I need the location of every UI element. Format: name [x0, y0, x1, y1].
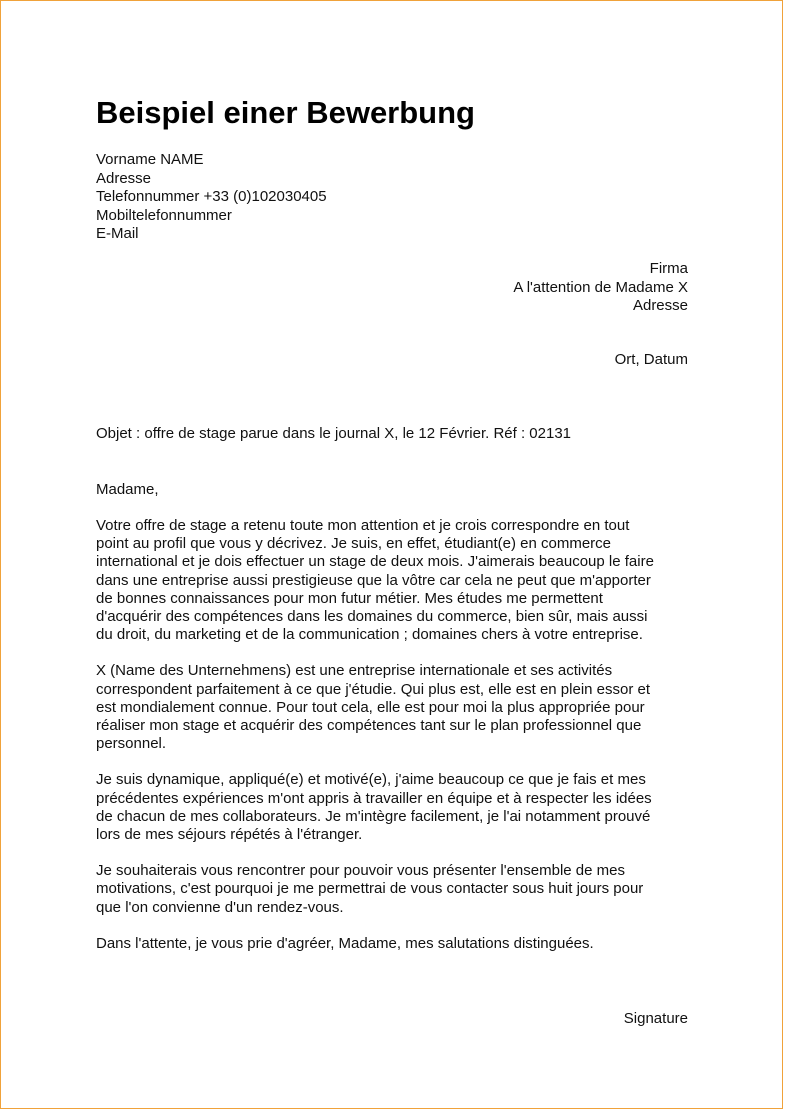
sender-block [96, 151, 327, 244]
text-line: de chacun de mes collaborateurs. Je m'intègre facilement, je l'ai notamment prouvé [96, 807, 651, 825]
letter-body [96, 517, 696, 971]
recipient-address: Adresse [632, 297, 688, 314]
sender-email: E-Mail [96, 225, 139, 242]
subject-line: Objet : offre de stage parue dans le journal X, le 12 Février. Réf : 02131 [96, 425, 572, 442]
text-line: point au profil que vous y décrivez. Je suis, en effet, étudiant(e) en commerce [96, 535, 611, 553]
place-date: Ort, Datum [614, 351, 688, 368]
text-line: Je suis dynamique, appliqué(e) et motivé(e), j'aime beaucoup ce que je fais et mes [96, 771, 646, 789]
text-line: personnel. [96, 735, 167, 753]
text-line: du droit, du marketing et de la communication ; domaines chers à votre entreprise. [96, 626, 643, 644]
paragraph-3 [96, 771, 696, 844]
closing-paragraph [96, 935, 696, 953]
text-line: dans une entreprise aussi prestigieuse que la vôtre car cela ne peut que m'apporter [96, 571, 651, 589]
text-line: Votre offre de stage a retenu toute mon attention et je crois correspondre en tout [96, 517, 630, 534]
recipient-attention: A l'attention de Madame X [513, 278, 688, 296]
text-line: que l'on convienne d'un rendez-vous. [96, 898, 344, 916]
recipient-block [513, 260, 688, 316]
text-line: précédentes expériences m'ont appris à travailler en équipe et à respecter les idées [96, 789, 652, 807]
text-line: Dans l'attente, je vous prie d'agréer, Madame, mes salutations distinguées. [96, 934, 594, 952]
text-line: d'acquérir des compétences dans les domaines du commerce, bien sûr, mais aussi [96, 608, 648, 626]
document-title: Beispiel einer Bewerbung [96, 95, 475, 130]
salutation: Madame, [96, 481, 159, 498]
paragraph-2 [96, 662, 696, 753]
text-line: lors de mes séjours répétés à l'étranger. [96, 826, 363, 844]
recipient-company: Firma [649, 260, 688, 277]
sender-name: Vorname NAME [96, 151, 204, 168]
signature: Signature [623, 1010, 688, 1027]
sender-mobile: Mobiltelefonnummer [96, 206, 232, 224]
text-line: X (Name des Unternehmens) est une entreprise internationale et ses activités [96, 662, 613, 680]
text-line: international et je dois effectuer un stage de deux mois. J'aimerais beaucoup le faire [96, 553, 654, 571]
text-line: de bonnes connaissances pour mon futur métier. Mes études me permettent [96, 589, 603, 607]
text-line: Je souhaiterais vous rencontrer pour pouvoir vous présenter l'ensemble de mes [96, 862, 625, 880]
text-line: motivations, c'est pourquoi je me permettrai de vous contacter sous huit jours pour [96, 880, 644, 898]
text-line: correspondent parfaitement à ce que j'étudie. Qui plus est, elle est en plein essor et [96, 680, 651, 698]
paragraph-1 [96, 517, 696, 644]
sender-address: Adresse [96, 169, 152, 187]
text-line: est mondialement connue. Pour tout cela, elle est pour moi la plus appropriée pour [96, 698, 645, 716]
sender-phone: Telefonnummer +33 (0)102030405 [96, 188, 327, 205]
text-line: réaliser mon stage et acquérir des compétences tant sur le plan professionnel que [96, 717, 642, 735]
paragraph-4 [96, 862, 696, 917]
